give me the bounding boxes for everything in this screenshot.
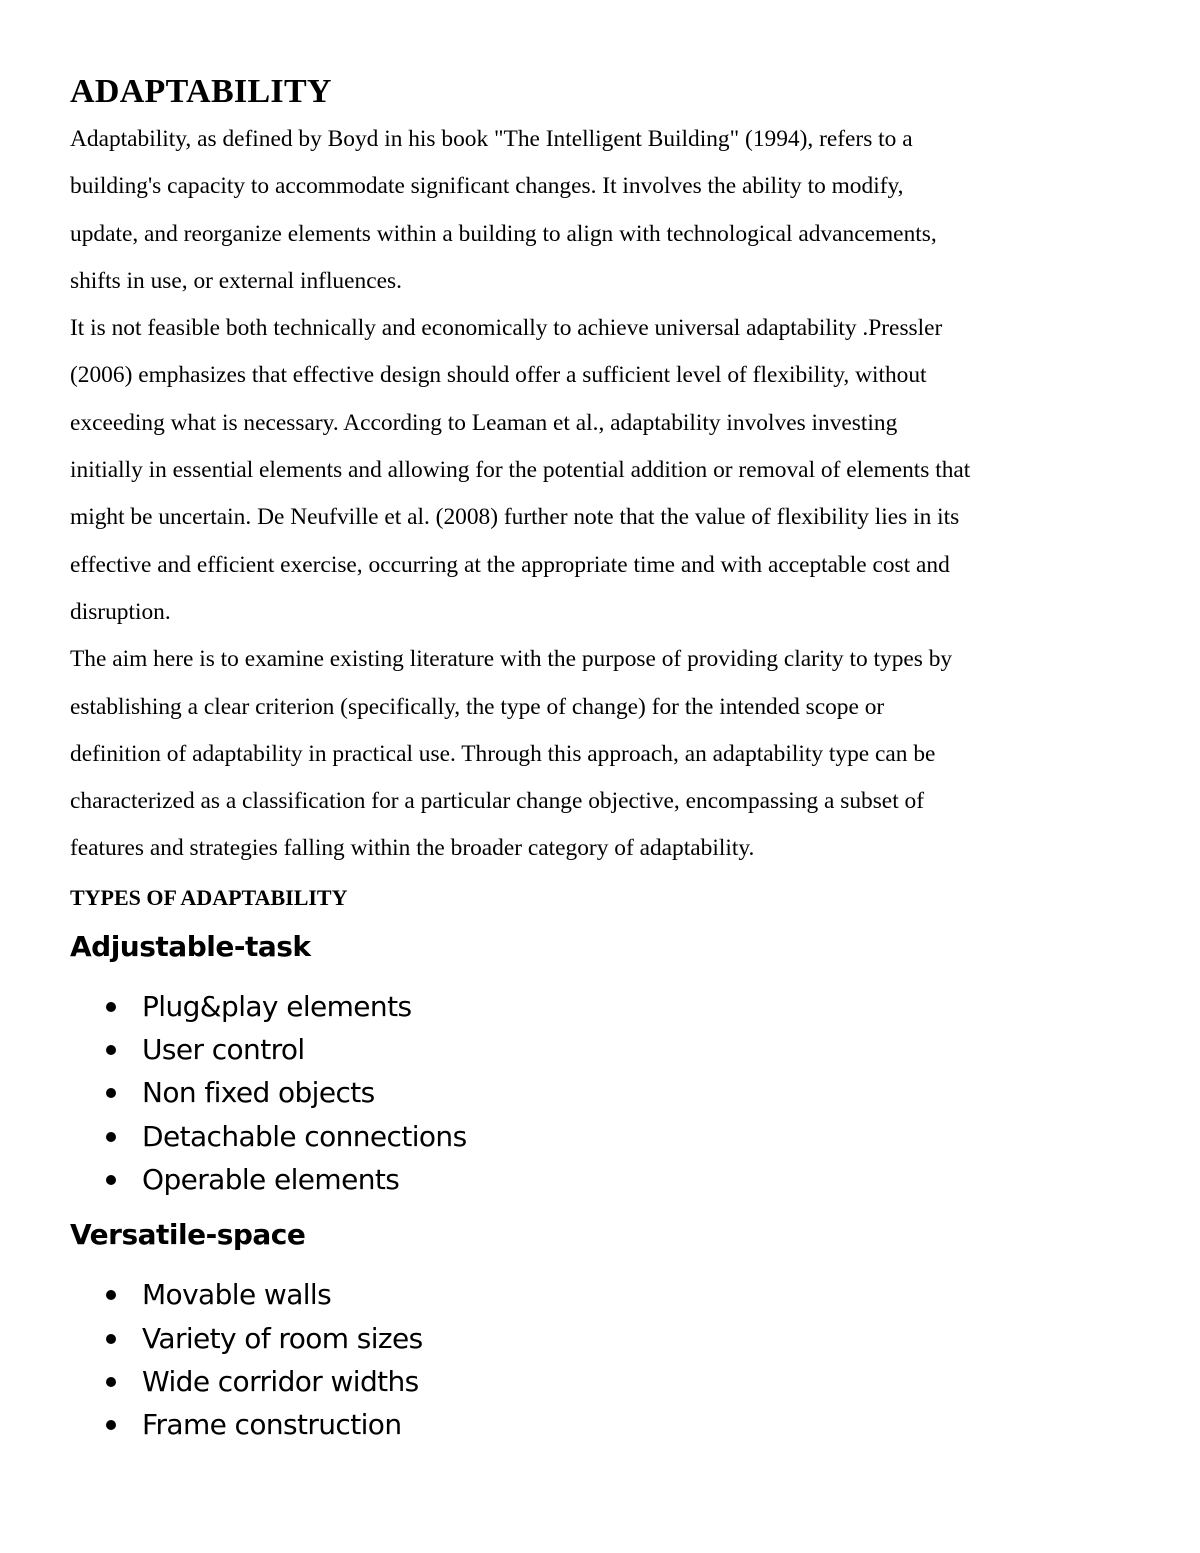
paragraph-line: features and strategies falling within the broader category of adaptability. bbox=[70, 835, 755, 862]
paragraph-line: might be uncertain. De Neufville et al. (2008) further note that the value of flexibility lies in its bbox=[70, 504, 960, 531]
paragraph-line: Adaptability, as defined by Boyd in his book "The Intelligent Building" (1994), refers to a bbox=[70, 126, 913, 152]
type-title-versatile-space: Versatile-space bbox=[70, 1218, 306, 1252]
paragraph-line: update, and reorganize elements within a building to align with technological advancements, bbox=[70, 220, 937, 247]
list-item bbox=[70, 985, 1140, 1028]
list-item bbox=[70, 1071, 1140, 1114]
type-title-adjustable-task: Adjustable-task bbox=[70, 929, 311, 963]
paragraph-line: exceeding what is necessary. According to Leaman et al., adaptability involves investing bbox=[70, 409, 898, 436]
paragraph-line: building's capacity to accommodate significant changes. It involves the ability to modify, bbox=[70, 173, 904, 200]
list-item-text: Operable elements bbox=[142, 1162, 400, 1196]
bullet-icon bbox=[106, 1132, 116, 1142]
paragraph-line: The aim here is to examine existing literature with the purpose of providing clarity to types by bbox=[70, 646, 953, 673]
list-item bbox=[70, 1115, 1140, 1158]
list-item-text: Plug&play elements bbox=[142, 989, 412, 1023]
paragraph-line: establishing a clear criterion (specifically, the type of change) for the intended scope or bbox=[70, 693, 885, 720]
list-item-text: Variety of room sizes bbox=[142, 1321, 423, 1355]
bullet-icon bbox=[106, 1420, 116, 1430]
bullet-icon bbox=[106, 1334, 116, 1344]
list-item-text: Wide corridor widths bbox=[142, 1364, 419, 1398]
bullet-icon bbox=[106, 1045, 116, 1055]
bullet-icon bbox=[106, 1088, 116, 1098]
document-title: ADAPTABILITY bbox=[70, 73, 332, 110]
list-item-text: Movable walls bbox=[142, 1278, 332, 1312]
paragraph-line: initially in essential elements and allowing for the potential addition or removal of elements that bbox=[70, 457, 971, 484]
paragraph-line: shifts in use, or external influences. bbox=[70, 267, 402, 294]
paragraph-line: disruption. bbox=[70, 598, 171, 625]
list-item-text: Frame construction bbox=[142, 1408, 402, 1442]
list-item bbox=[70, 1158, 1140, 1201]
paragraph-feasibility bbox=[70, 305, 1140, 636]
bullet-icon bbox=[106, 1175, 116, 1185]
list-item bbox=[70, 1028, 1140, 1071]
paragraph-definition bbox=[70, 116, 1140, 305]
list-item-text: Detachable connections bbox=[142, 1119, 467, 1153]
list-item bbox=[70, 1317, 1140, 1360]
list-item bbox=[70, 1360, 1140, 1403]
bullet-icon bbox=[106, 1002, 116, 1012]
list-item bbox=[70, 1403, 1140, 1446]
list-item-text: User control bbox=[142, 1033, 305, 1067]
adjustable-task-list bbox=[70, 985, 1140, 1201]
paragraph-line: characterized as a classification for a particular change objective, encompassing a subset of bbox=[70, 788, 925, 815]
types-heading: TYPES OF ADAPTABILITY bbox=[70, 884, 348, 910]
paragraph-aim bbox=[70, 636, 1140, 872]
list-item-text: Non fixed objects bbox=[142, 1076, 375, 1110]
document-page bbox=[70, 68, 1140, 1446]
paragraph-line: effective and efficient exercise, occurring at the appropriate time and with acceptable cost and bbox=[70, 551, 950, 578]
bullet-icon bbox=[106, 1377, 116, 1387]
bullet-icon bbox=[106, 1290, 116, 1300]
paragraph-line: definition of adaptability in practical use. Through this approach, an adaptability type can be bbox=[70, 740, 936, 767]
paragraph-line: (2006) emphasizes that effective design should offer a sufficient level of flexibility, without bbox=[70, 362, 927, 389]
versatile-space-list bbox=[70, 1273, 1140, 1446]
list-item bbox=[70, 1273, 1140, 1316]
paragraph-line: It is not feasible both technically and economically to achieve universal adaptability .Pressler bbox=[70, 315, 943, 342]
